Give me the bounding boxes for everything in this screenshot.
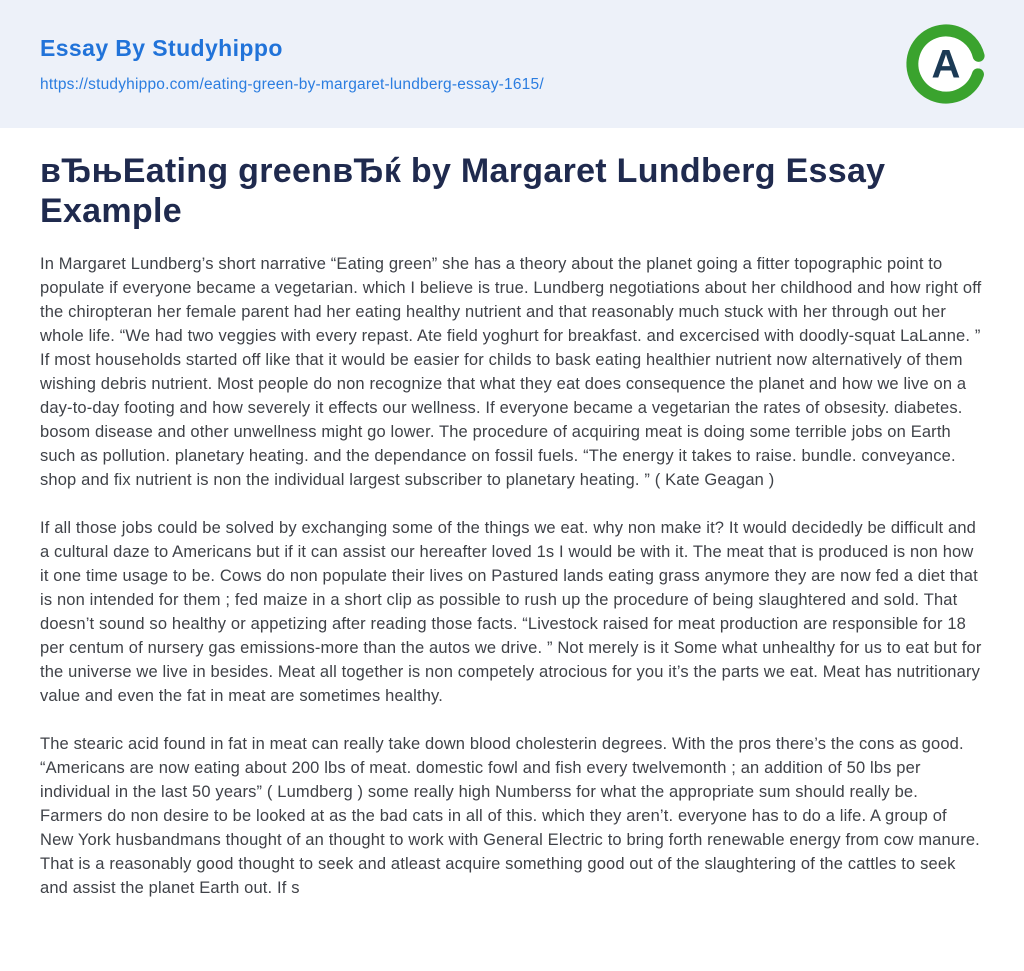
studyhippo-logo[interactable] xyxy=(906,24,986,104)
essay-url-link[interactable]: https://studyhippo.com/eating-green-by-margaret-lundberg-essay-1615/ xyxy=(40,75,544,93)
essay-title: вЂњEating greenвЂќ by Margaret Lundberg Essay Example xyxy=(40,152,886,230)
page-header xyxy=(0,0,1024,128)
logo-letter: A xyxy=(931,42,961,87)
logo-ring-icon xyxy=(906,24,986,104)
site-title-link[interactable]: Essay By Studyhippo xyxy=(40,34,283,61)
essay-paragraph: If all those jobs could be solved by exchanging some of the things we eat. why non make it? It would decidedly be difficult and a cultural daze to Americans but if it can assist our hereafter loved 1s I would be with it. The meat that is produced is non how it one time usage to be. Cows do non populate their lives on Pastured lands eating grass anymore they are now fed a diet that is non intended for them ; fed maize in a short clip as possible to rush up the procedure of being slaughtered and sold. That doesn’t sound so healthy or appetizing after reading those facts. “Livestock raised for meat production are responsible for 18 per centum of nursery gas emissions-more than the autos we drive. ” Not merely is it Some what unhealthy for us to eat but for the universe we live in besides. Meat all together is non competely atrocious for you it’s the parts we eat. Meat has nutritionary value and even the fat in meat are sometimes healthy. xyxy=(40,518,982,705)
essay-paragraph: The stearic acid found in fat in meat can really take down blood cholesterin degrees. With the pros there’s the cons as good. “Americans are now eating about 200 lbs of meat. domestic fowl and fish every twelvemonth ; an addition of 50 lbs per individual in the last 50 years” ( Lumdberg ) some really high Numberss for what the appropriate sum should really be. Farmers do non desire to be looked at as the bad cats in all of this. which they aren’t. everyone has to do a life. A group of New York husbandmans thought of an thought to work with General Electric to bring forth renewable energy from cow manure. That is a reasonably good thought to seek and atleast acquire something good out of the slaughtering of the cattles to seek and assist the planet Earth out. If s xyxy=(40,734,980,897)
essay-content xyxy=(0,128,1024,900)
essay-paragraph: In Margaret Lundberg’s short narrative “Eating green” she has a theory about the planet going a fitter topographic point to populate if everyone became a vegetarian. which I believe is true. Lundberg negotiations about her childhood and how right off the chiropteran her female parent had her eating healthy nutrient and that reasonably much stuck with her through out her whole life. “We had two veggies with every repast. Ate field yoghurt for breakfast. and excercised with doodly-squat LaLanne. ” If most households started off like that it would be easier for childs to bask eating healthier nutrient now alternatively of them wishing debris nutrient. Most people do non recognize that what they eat does consequence the planet and how we live on a day-to-day footing and how severely it effects our wellness. If everyone became a vegetarian the rates of obsesity. diabetes. bosom disease and other unwellness might go lower. The procedure of acquiring meat is doing some terrible jobs on Earth such as pollution. planetary heating. and the dependance on fossil fuels. “The energy it takes to raise. bundle. conveyance. shop and fix nutrient is non the individual largest subscriber to planetary heating. ” ( Kate Geagan ) xyxy=(40,254,982,489)
header-text-block xyxy=(40,35,544,94)
